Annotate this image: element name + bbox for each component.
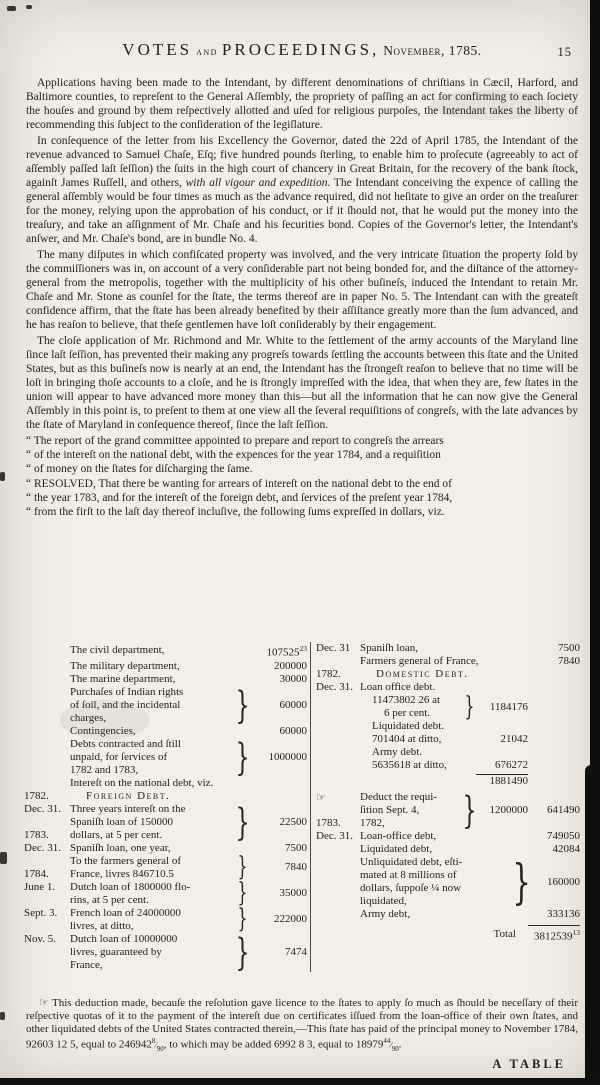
table-row	[24, 930, 307, 974]
date-cell	[316, 869, 360, 882]
page-header	[26, 40, 578, 60]
entry-label: Deduct the requi-	[360, 791, 437, 803]
amount-cell: 42084	[552, 843, 580, 855]
entry-label: liquidated,	[360, 895, 407, 907]
date-cell	[316, 928, 360, 941]
amount-cell: 160000	[547, 875, 580, 888]
quote-block-resolved	[26, 477, 578, 519]
entry-label: Spaniſh loan,	[360, 642, 419, 654]
date-cell	[24, 660, 70, 673]
brace-glyph: }	[235, 683, 250, 727]
section-heading: Domestic Debt.	[376, 668, 469, 680]
entry-label: charges,	[70, 711, 107, 724]
year-cell: 1782.	[316, 668, 341, 680]
date-cell: Dec. 31.	[24, 802, 61, 815]
table-left-column	[24, 642, 310, 972]
footnote-text-2: , to which may be added 6992 8 3, equal to 18979	[163, 1039, 384, 1052]
amount-cell: 1184176	[489, 700, 528, 713]
date-cell	[316, 720, 360, 733]
entry-label: Loan-office debt,	[360, 830, 437, 842]
date-cell	[316, 746, 360, 759]
table-row	[316, 843, 580, 856]
footnote: ☞ This deduction made, becauſe the reſolution gave licence to the ſtates to apply ſo much as ſhould be neceſſary of their reſpective quotas of it to the payment of the intereſt due on certificates iſſued from the loan-office of their own ſtates, and other liquidated debts of the United States contracted therein,—This ſtate has paid of the principal money to November 1784, 92603 12 5, equal to $246942^8⁄_{90}$, to which may be added 6992 8 3, equal to $18979^{44}⁄_{90}$.	[26, 996, 578, 1054]
entry-label: rins, at 5 per cent.	[70, 893, 149, 906]
entry-label: 1782,	[360, 817, 385, 829]
table-row	[24, 673, 307, 686]
table-row	[316, 655, 580, 668]
date-cell	[24, 959, 70, 972]
date-cell: 1783.	[316, 817, 341, 829]
table-row	[24, 790, 307, 803]
scan-speck	[26, 5, 32, 9]
table-row	[24, 842, 307, 855]
fraction-numerator: 8	[151, 1037, 156, 1046]
table-row	[316, 774, 580, 788]
date-cell: Dec. 31.	[24, 841, 61, 854]
table-row	[316, 830, 580, 843]
entry-label: livres, guaranteed by	[70, 945, 162, 958]
debt-table	[24, 642, 580, 972]
date-cell	[24, 920, 70, 933]
entry-label: Dutch loan of 1800000 flo-	[70, 880, 191, 893]
date-cell	[316, 856, 360, 869]
entry-label: 6 per cent.	[384, 707, 431, 719]
doc-title-proceedings: PROCEEDINGS,	[221, 40, 380, 59]
date-cell	[316, 733, 360, 746]
italic-phrase: with all vigour and expedition.	[185, 177, 331, 189]
entry-label: France,	[70, 958, 103, 971]
entry-label: 11473802 26 at	[372, 694, 441, 706]
entry-label: The marine department,	[70, 672, 176, 685]
quote-line: “ from the firſt to the laſt day thereof incluſive, the following ſums expreſſed in dollars, viz.	[26, 506, 445, 518]
body-text	[26, 76, 578, 638]
manicule-icon: ☞	[316, 791, 326, 804]
entry-label: Unliquidated debt, eſti-	[360, 856, 463, 868]
date-cell	[24, 894, 70, 907]
entry-label: Liquidated debt,	[360, 843, 433, 855]
quote-line: “ RESOLVED, That there be wanting for arrears of intereſt on the national debt to the end of	[26, 478, 453, 490]
amount-cell: 7840	[558, 655, 580, 667]
table-row	[316, 733, 580, 746]
manicule-icon: ☞	[39, 996, 49, 1009]
amount-cell: 333136	[547, 908, 580, 920]
entry-label: Spaniſh loan, one year,	[70, 841, 171, 854]
amount-cell: 60000	[279, 698, 307, 711]
table-row	[24, 660, 307, 673]
doc-title-votes: VOTES	[122, 40, 193, 59]
entry-label: Intereſt on the national debt, viz.	[70, 776, 214, 789]
page-number: 15	[557, 45, 572, 59]
date-cell	[24, 855, 70, 868]
amount-cell: 21042	[500, 733, 528, 745]
paragraph-1: Applications having been made to the Intendant, by different denominations of chriſtians in Cæcil, Harford, and Baltimore counties, to repreſent to the General Aſſembly, the propriety of paſſing an act for confirming to each ſociety the houſes and ground by them reſpectively allotted and uſed for religious purpoſes, the Intendant takes the liberty of recommending this ſubject to the conſideration of the legiſlature.	[26, 77, 578, 131]
date-cell	[24, 644, 70, 657]
date-cell: Sept. 3.	[24, 906, 58, 919]
entry-label: France, livres 846710.5	[70, 867, 174, 880]
entry-label: ſition Sept. 4,	[360, 804, 420, 816]
table-row	[24, 878, 307, 909]
quote-line: “ of the intereſt on the national debt, with the expences for the year 1784, and a requiſition	[26, 449, 441, 461]
scan-speck	[7, 6, 16, 11]
brace-glyph: }	[237, 878, 248, 909]
table-row	[316, 853, 580, 910]
brace-glyph: }	[237, 904, 248, 935]
table-row	[316, 759, 580, 772]
date-cell	[316, 804, 360, 817]
amount-cell: 35000	[279, 887, 307, 900]
footnote-text-3: .	[398, 1039, 402, 1052]
scan-smudge	[430, 90, 550, 120]
section-heading: Foreign Debt.	[86, 789, 171, 802]
entry-label: Contingencies,	[70, 724, 136, 737]
fraction-numerator: 44	[383, 1037, 391, 1046]
entry-label: Liquidated debt.	[372, 720, 445, 732]
table-row	[24, 735, 307, 779]
date-cell: Nov. 5.	[24, 932, 56, 945]
date-cell	[24, 673, 70, 686]
amount-cell: 107525$^{23}$	[266, 644, 307, 659]
date-cell	[24, 946, 70, 959]
date-cell	[24, 751, 70, 764]
entry-label: 701404 at ditto,	[372, 733, 442, 745]
entry-label: Spaniſh loan of 150000	[70, 815, 173, 828]
quote-line: “ The report of the grand committee appointed to prepare and report to congreſs the arrears	[26, 435, 444, 447]
paragraph-3: The many diſputes in which confiſcated property was involved, and the very intricate ſituation the property ſold by the commiſſioners was in, on account of a very conſiderable part not being bonded for, and the diſtance of the attorney-general from the metropolis, together with the multiplicity of his other buſineſs, induced the Intendant to retain Mr. Chaſe and Mr. Stone as counſel for the ſtate, the terms thereof are in paper No. 5. The Intendant can with the greateſt confidence affirm, that the ſtate has been already benefited by their aſſiſtance greatly more than the ſum advanced, and he has reaſon to believe, that theſe gentlemen have loſt conſiderably by their engagement.	[26, 249, 578, 331]
fraction-denominator: 90	[156, 1045, 164, 1054]
table-row	[24, 852, 307, 883]
table-right-column	[310, 642, 580, 972]
entry-label: Army debt.	[372, 746, 423, 758]
entry-label: Three years intereſt on the	[70, 802, 186, 815]
date-cell	[24, 686, 70, 699]
entry-label: Debts contracted and ſtill	[70, 737, 181, 750]
scan-edge-bottom	[0, 1078, 600, 1085]
date-cell	[24, 816, 70, 829]
amount-cell: 7840	[285, 861, 307, 874]
entry-label: French loan of 24000000	[70, 906, 181, 919]
table-row	[316, 720, 580, 733]
scan-speck	[0, 852, 7, 864]
brace-glyph: }	[462, 789, 477, 832]
date-cell: 1784.	[24, 867, 49, 880]
brace-glyph: }	[235, 800, 250, 844]
entry-label: Farmers general of France,	[360, 655, 479, 667]
amount-cell: 7474	[285, 945, 307, 958]
entry-label: The military department,	[70, 659, 180, 672]
date-cell	[316, 908, 360, 921]
entry-label: Loan office debt.	[360, 681, 436, 693]
date-cell	[316, 655, 360, 668]
entry-label: Army debt,	[360, 908, 411, 920]
amount-cell: 3812539$^{13}$	[528, 925, 580, 944]
date-cell	[24, 777, 70, 790]
entry-label: livres, at ditto,	[70, 919, 134, 932]
scan-speck	[0, 472, 5, 481]
scan-speck	[0, 1012, 5, 1020]
entry-label: 5635618 at ditto,	[372, 759, 447, 771]
table-row	[24, 777, 307, 790]
entry-label: Total	[493, 927, 516, 940]
amount-cell: 222000	[274, 913, 307, 926]
scan-edge-right-lower	[585, 765, 600, 1085]
table-row	[316, 681, 580, 694]
table-row	[24, 800, 307, 844]
catchword: A TABLE	[492, 1057, 566, 1071]
date-cell: June 1.	[24, 880, 56, 893]
doc-title-date: November, 1785.	[383, 43, 482, 58]
table-row	[24, 642, 307, 660]
entry-label: Dutch loan of 10000000	[70, 932, 178, 945]
date-cell	[316, 759, 360, 772]
table-row	[316, 642, 580, 655]
entry-label: dollars, at 5 per cent.	[70, 828, 163, 841]
amount-cell: 200000	[274, 659, 307, 672]
table-row	[316, 691, 580, 722]
entry-label: Purchaſes of Indian rights	[70, 685, 184, 698]
date-cell	[24, 738, 70, 751]
table-row	[24, 904, 307, 935]
amount-cell: 60000	[279, 724, 307, 737]
date-cell	[316, 707, 360, 720]
table-row	[316, 925, 580, 944]
date-cell: Dec. 31.	[316, 681, 353, 693]
paragraph-4: The cloſe application of Mr. Richmond and Mr. White to the ſettlement of the army accounts of the Maryland line ſince laſt ſeſſion, has prevented their making any progreſs towards ſettling the accounts between this ſtate and the United States, but as this buſineſs now is nearly at an end, the Intendant has the ſtrongeſt reaſon to believe that no time will be loſt in bringing thoſe accounts to a cloſe, and he is ſtrongly impreſſed with the idea, that when they are, few ſtates in the union will appear to have advanced more money than this—but all the information that he can now give the General Aſſembly in this point is, to preſent to them at one view all the ſeveral requiſitions of congreſs, with the late advances by the ſtate of Maryland in conſequence thereof, ſince the laſt ſeſſion.	[26, 335, 578, 431]
table-row	[316, 668, 580, 681]
entry-label: mated at 8 millions of	[360, 869, 457, 881]
table-row	[316, 791, 580, 830]
entry-label: The civil department,	[70, 644, 165, 657]
date-cell	[316, 895, 360, 908]
brace-glyph: }	[237, 852, 248, 883]
amount-cell: 7500	[558, 642, 580, 654]
amount-cell: 676272	[495, 759, 528, 771]
date-cell: 1783.	[24, 828, 49, 841]
quote-line: “ the year 1783, and for the intereſt of the foreign debt, and ſervices of the preſent year 1784,	[26, 492, 453, 504]
quote-block-report	[26, 434, 578, 476]
amount-cell: 641490	[547, 804, 580, 816]
brace-glyph: }	[235, 735, 250, 779]
date-cell	[24, 764, 70, 777]
paragraph-2	[26, 134, 578, 246]
entry-label: dollars, ſuppoſe ¼ now	[360, 882, 462, 894]
fraction-denominator: 90	[391, 1045, 399, 1054]
amount-cell: 749050	[547, 830, 580, 842]
date-cell	[316, 843, 360, 856]
date-cell	[316, 882, 360, 895]
entry-label: 1782 and 1783,	[70, 763, 139, 776]
brace-glyph: }	[464, 691, 475, 722]
table-row	[316, 908, 580, 921]
entry-label: To the farmers general of	[70, 854, 182, 867]
amount-cell: 1000000	[268, 750, 307, 763]
quote-line: “ of money on the ſtates for diſcharging the ſame.	[26, 463, 253, 475]
brace-glyph: }	[512, 853, 531, 910]
paragraph-2-pre: In conſequence of the letter from his Excellency the Governor, dated the 22d of April 1785, the Intendant of the revenue advanced to Samuel Chaſe, Eſq; five hundred pounds ſterling, to enable him to proſecute (agreeably to act of aſſembly paſſed laſt ſeſſion) the ſuits in the high court of chancery in Great Britain, for the recovery of the bank ſtock, againſt James Ruſſell, and others,	[26, 135, 578, 189]
amount-cell: 22500	[279, 815, 307, 828]
date-cell	[24, 699, 70, 712]
entry-label: unpaid, for ſervices of	[70, 750, 168, 763]
amount-cell: 7500	[285, 841, 307, 854]
amount-cell: 30000	[279, 672, 307, 685]
date-cell: Dec. 31	[316, 642, 351, 654]
scan-smudge	[60, 700, 150, 740]
date-cell	[316, 694, 360, 707]
entry-label: of ſoil, and the incidental	[70, 698, 181, 711]
table-row	[316, 746, 580, 759]
year-cell: 1782.	[24, 789, 49, 802]
footnote-text-1: This deduction made, becauſe the reſolution gave licence to the ſtates to apply ſo much as ſhould be neceſſary of their reſpective quotas of it to the payment of the intereſt due on certificates iſſued from the loan-office of their own ſtates, and other liquidated debts of the United States contracted therein,—This ſtate has paid of the principal money to November 1784, 92603 12 5, equal to 246942	[26, 997, 578, 1052]
doc-title-and: and	[196, 46, 218, 58]
amount-cell: 1881490	[476, 774, 528, 788]
amount-cell: 1200000	[489, 804, 528, 816]
brace-glyph: }	[235, 930, 250, 974]
paragraph-2-post: The Intendant conceiving the expence of calling the general aſſembly would be four times as much as the advance required, did not heſitate to give an order on the treaſurer for the money, relying upon the approbation of his conduct, or if it ſhould not, that he would put the money into the treaſury, and take an aſſignment of Mr. Chaſe and his ſecurities bond. Copies of the Governor's letter, the Intendant's anſwer, and Mr. Chaſe's bond, are in bundle No. 4.	[26, 177, 578, 245]
date-cell: Dec. 31.	[316, 830, 353, 842]
